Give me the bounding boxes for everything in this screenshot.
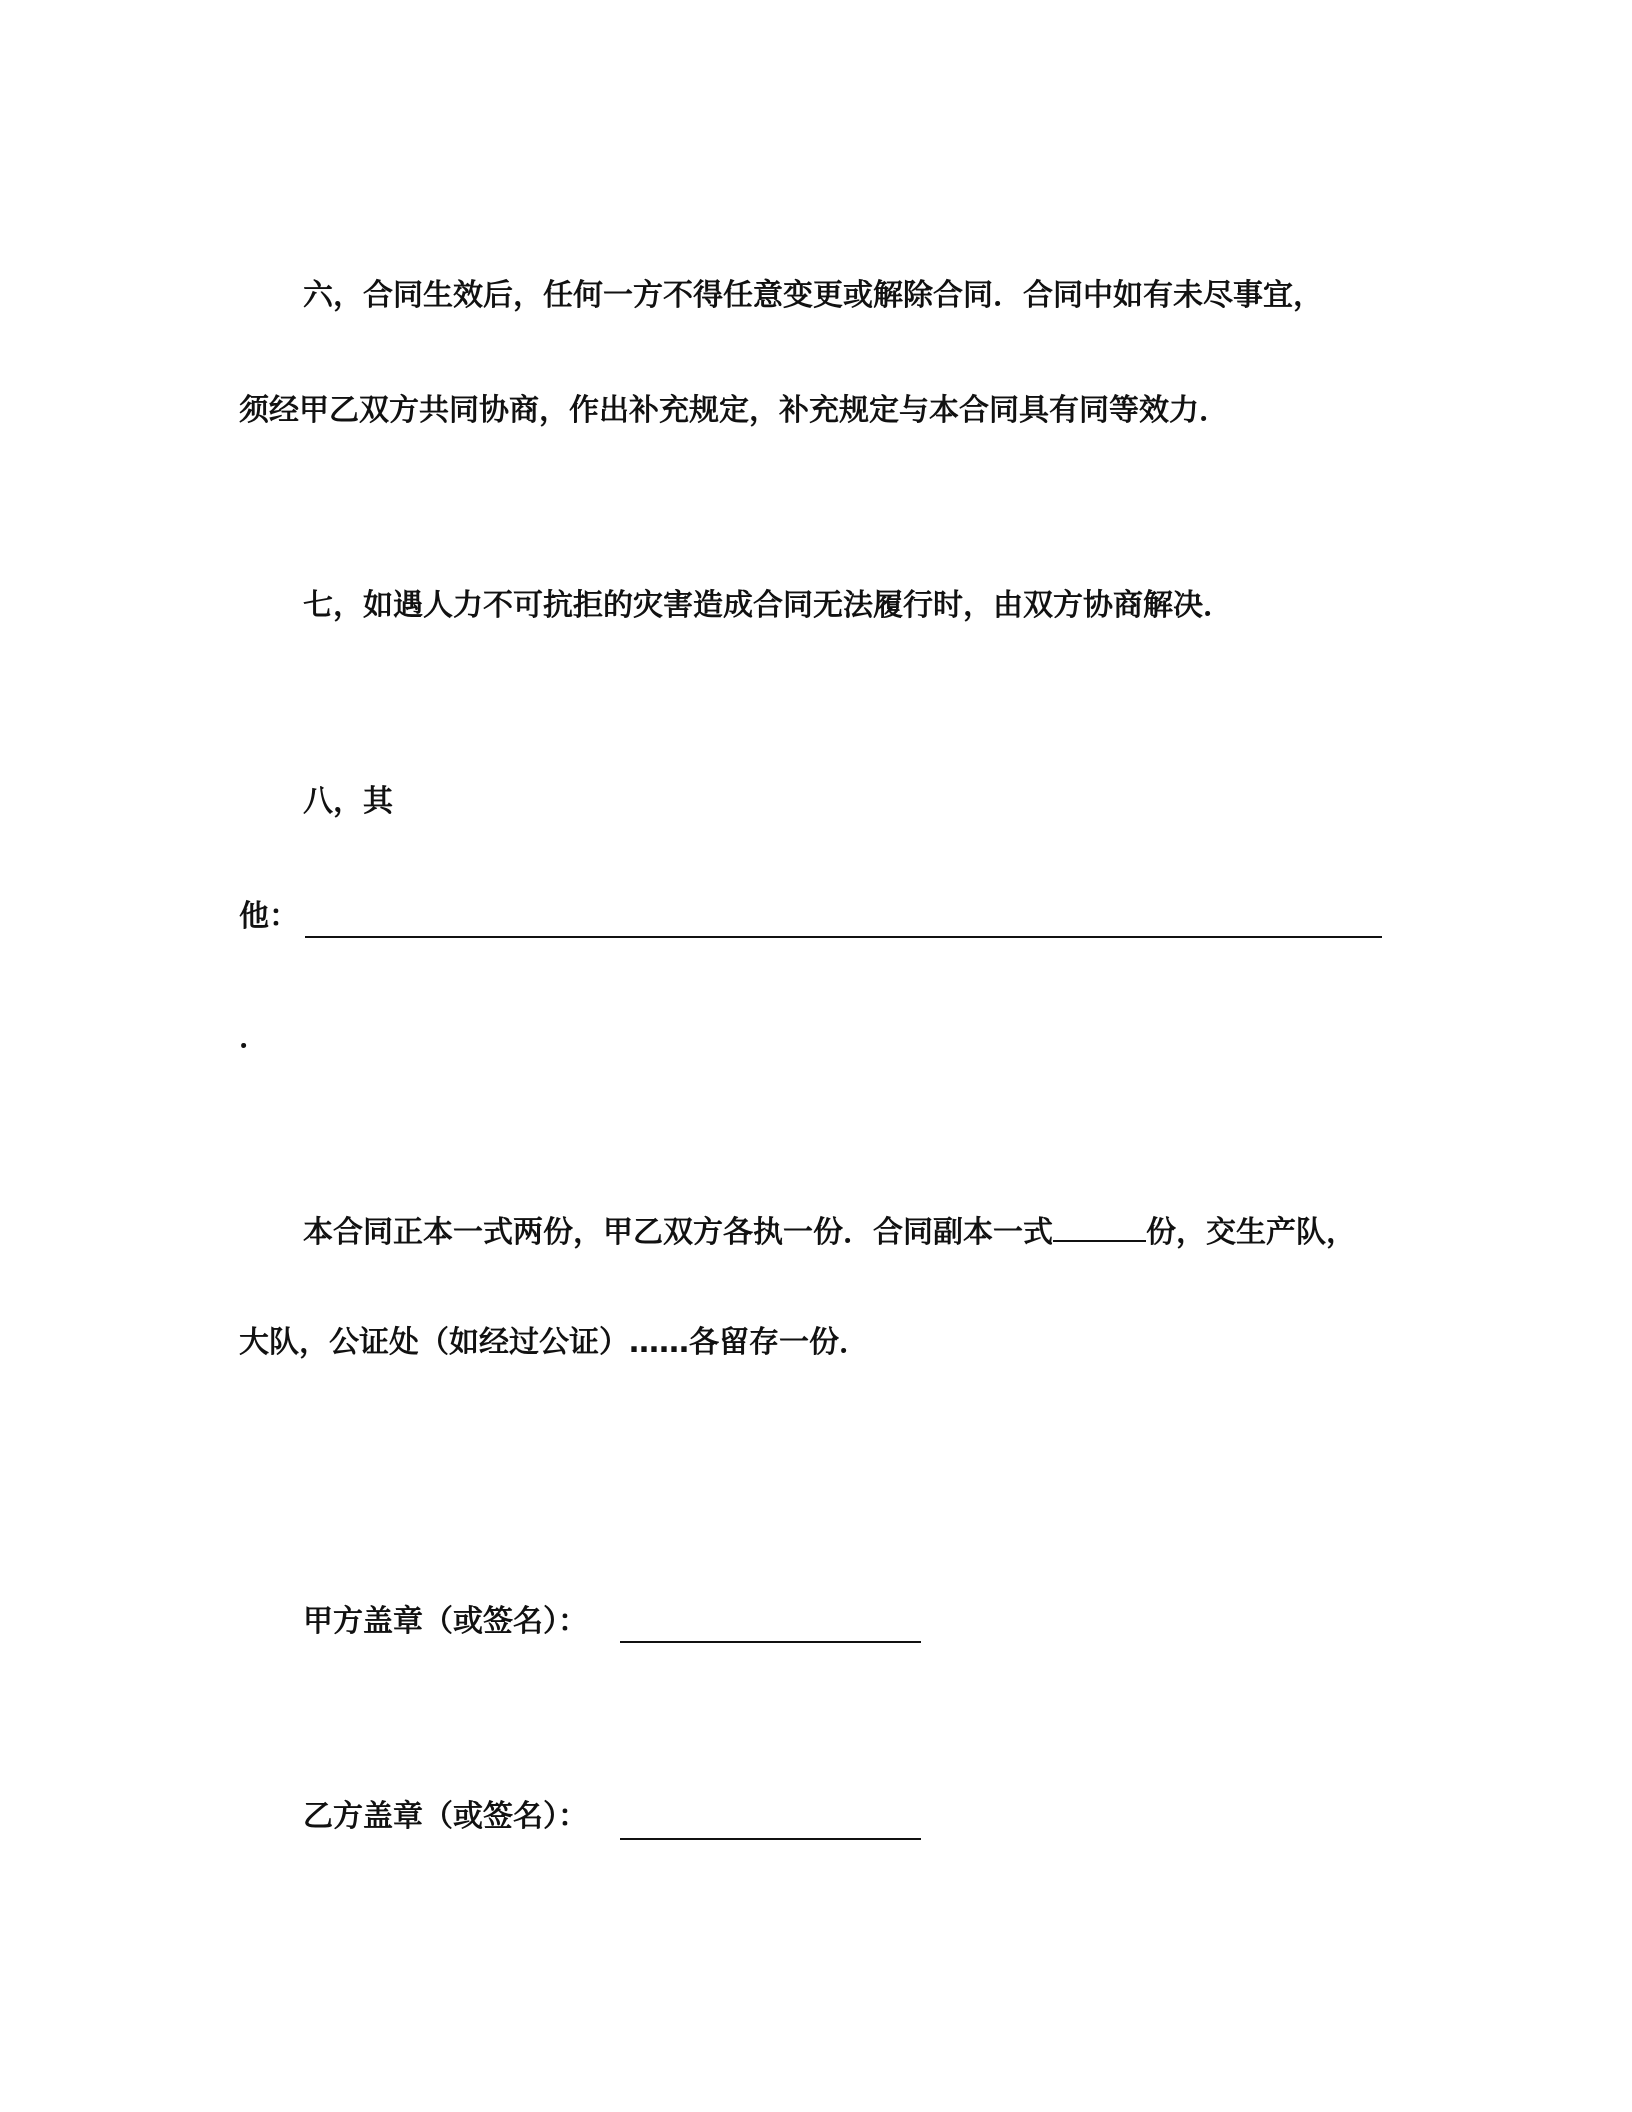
party-a-signature-label: 甲方盖章（或签名）： xyxy=(303,1604,588,1639)
party-a-signature-blank[interactable] xyxy=(620,1641,921,1643)
clause6-line2: 须经甲乙双方共同协商，作出补充规定，补充规定与本合同具有同等效力． xyxy=(239,393,1229,428)
clause8-trailing-period: ． xyxy=(239,1020,269,1055)
copies-line1-text-before: 本合同正本一式两份，甲乙双方各执一份．合同副本一式 xyxy=(303,1215,1053,1250)
copies-line2: 大队，公证处（如经过公证）……各留存一份． xyxy=(239,1325,869,1360)
party-b-signature-label: 乙方盖章（或签名）： xyxy=(303,1799,588,1834)
clause7-line1: 七，如遇人力不可抗拒的灾害造成合同无法履行时，由双方协商解决． xyxy=(303,588,1233,623)
clause8-other-label: 他： xyxy=(239,899,299,934)
clause6-line1: 六，合同生效后，任何一方不得任意变更或解除合同．合同中如有未尽事宜， xyxy=(303,278,1323,313)
clause8-other-blank[interactable] xyxy=(305,936,1382,938)
copies-count-blank[interactable] xyxy=(1053,1210,1146,1242)
party-b-signature-blank[interactable] xyxy=(620,1838,921,1840)
copies-line1-text-after: 份，交生产队， xyxy=(1146,1215,1356,1250)
clause8-line1: 八，其 xyxy=(303,784,393,819)
copies-line1 xyxy=(303,1210,1356,1253)
